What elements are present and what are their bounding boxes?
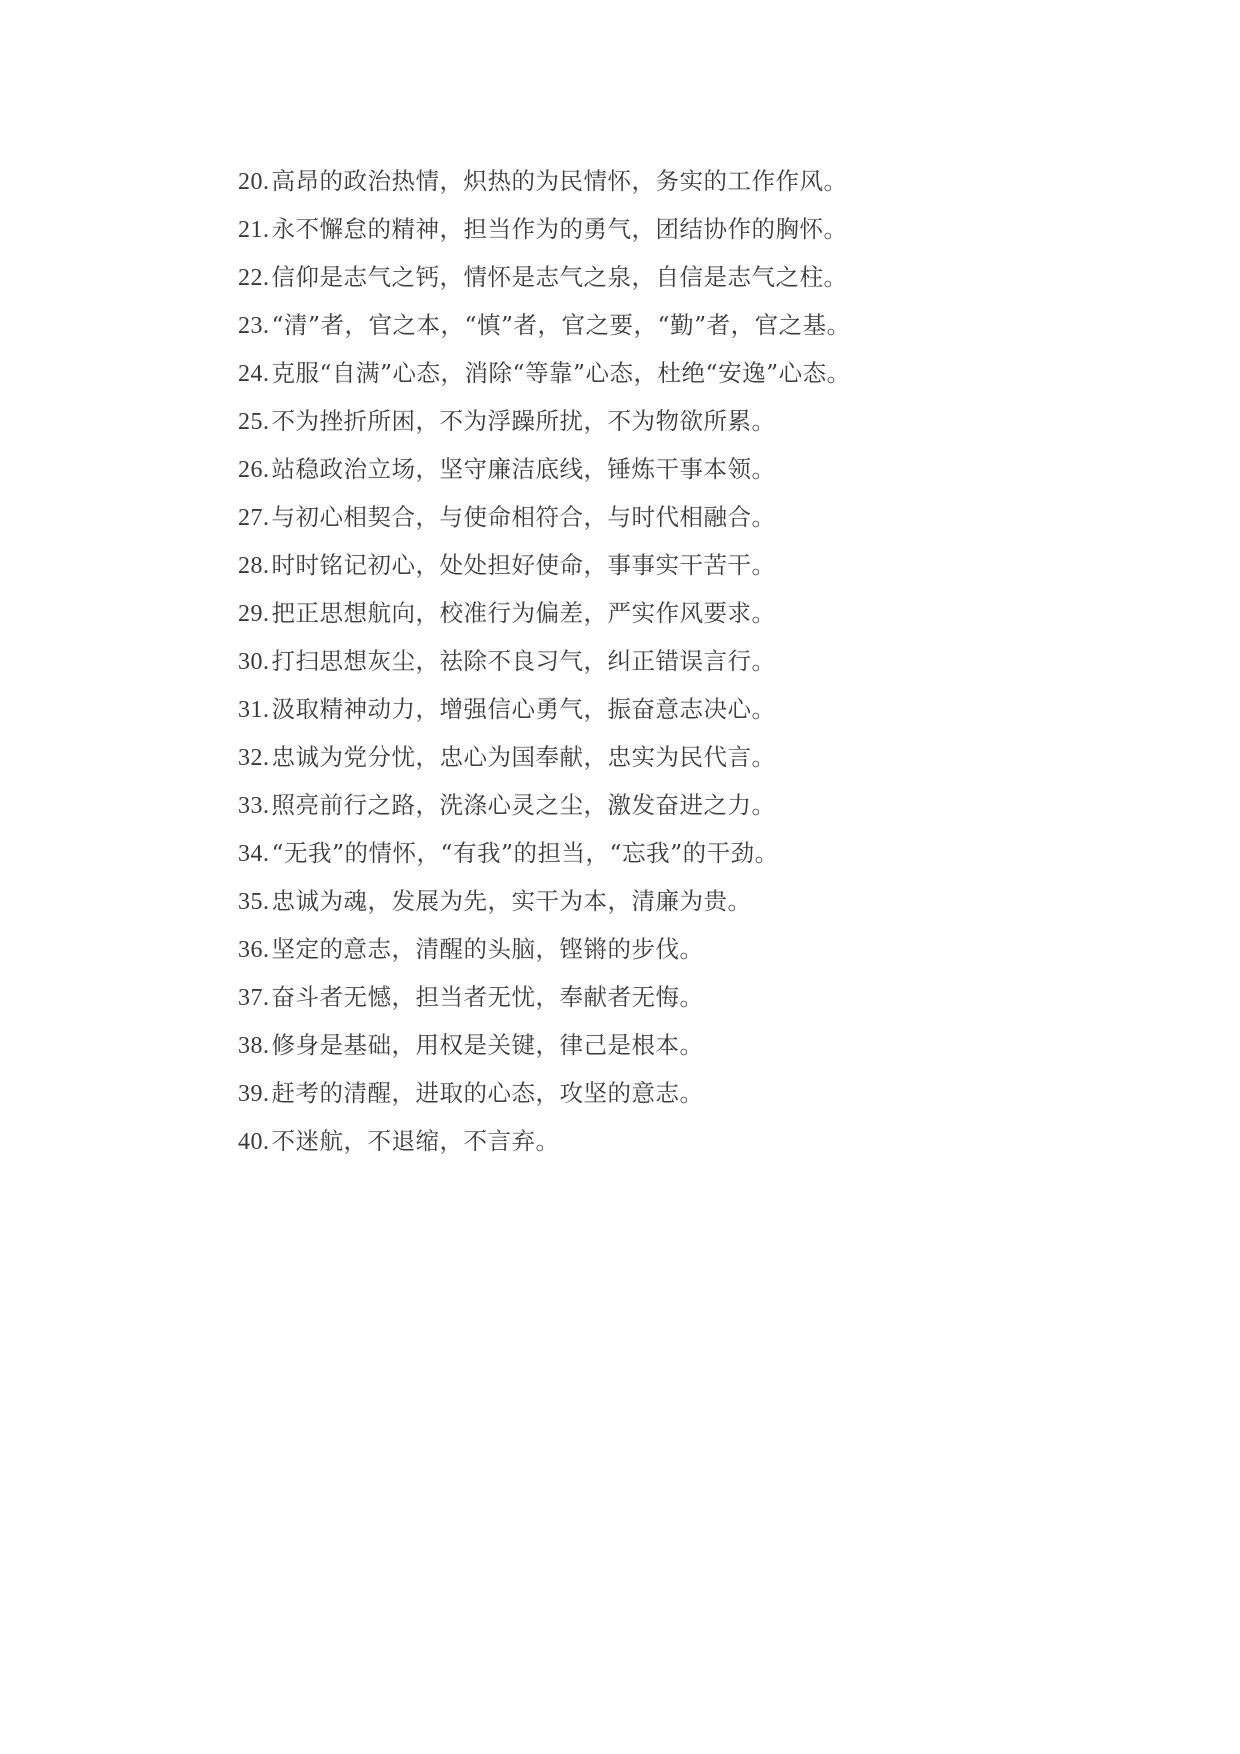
list-item [238, 589, 1038, 637]
item-text: 高昂的政治热情，炽热的为民情怀，务实的工作作风。 [271, 167, 848, 195]
item-number: 33. [238, 793, 270, 819]
list-item [238, 157, 1038, 205]
item-text: 忠诚为党分忧，忠心为国奉献，忠实为民代言。 [271, 743, 776, 771]
item-text: 不迷航，不退缩，不言弃。 [271, 1127, 560, 1155]
item-number: 25. [238, 409, 270, 435]
item-text: “清”者，官之本，“慎”者，官之要，“勤”者，官之基。 [271, 311, 851, 339]
item-text: 信仰是志气之钙，情怀是志气之泉，自信是志气之柱。 [271, 263, 848, 291]
item-text: 赶考的清醒，进取的心态，攻坚的意志。 [271, 1079, 704, 1107]
item-text: 打扫思想灰尘，祛除不良习气，纠正错误言行。 [271, 647, 776, 675]
list-item [238, 925, 1038, 973]
item-number: 26. [238, 457, 270, 483]
item-number: 32. [238, 745, 270, 771]
item-text: 时时铭记初心，处处担好使命，事事实干苦干。 [271, 551, 776, 579]
item-number: 35. [238, 889, 270, 915]
item-number: 28. [238, 553, 270, 579]
item-text: 忠诚为魂，发展为先，实干为本，清廉为贵。 [271, 887, 752, 915]
item-number: 38. [238, 1033, 270, 1059]
item-number: 29. [238, 601, 270, 627]
item-number: 36. [238, 937, 270, 963]
item-text: 把正思想航向，校准行为偏差，严实作风要求。 [271, 599, 776, 627]
list-item [238, 1117, 1038, 1165]
list-item [238, 685, 1038, 733]
item-number: 30. [238, 649, 270, 675]
item-number: 39. [238, 1081, 270, 1107]
item-text: “无我”的情怀，“有我”的担当，“忘我”的干劲。 [271, 839, 779, 867]
item-text: 奋斗者无憾，担当者无忧，奉献者无悔。 [271, 983, 704, 1011]
item-number: 31. [238, 697, 270, 723]
list-item [238, 781, 1038, 829]
item-number: 37. [238, 985, 270, 1011]
list-item [238, 1069, 1038, 1117]
item-number: 24. [238, 361, 270, 387]
list-item [238, 349, 1038, 397]
item-text: 修身是基础，用权是关键，律己是根本。 [271, 1031, 704, 1059]
list-item [238, 637, 1038, 685]
list-item [238, 541, 1038, 589]
item-text: 站稳政治立场，坚守廉洁底线，锤炼干事本领。 [271, 455, 776, 483]
item-text: 与初心相契合，与使命相符合，与时代相融合。 [271, 503, 776, 531]
list-item [238, 877, 1038, 925]
list-item [238, 493, 1038, 541]
item-text: 克服“自满”心态，消除“等靠”心态，杜绝“安逸”心态。 [271, 359, 851, 387]
list-item [238, 1021, 1038, 1069]
list-item [238, 445, 1038, 493]
list-item [238, 733, 1038, 781]
item-number: 40. [238, 1129, 270, 1155]
item-number: 27. [238, 505, 270, 531]
item-number: 21. [238, 217, 270, 243]
item-text: 汲取精神动力，增强信心勇气，振奋意志决心。 [271, 695, 776, 723]
item-text: 坚定的意志，清醒的头脑，铿锵的步伐。 [271, 935, 704, 963]
list-item [238, 829, 1038, 877]
item-text: 永不懈怠的精神，担当作为的勇气，团结协作的胸怀。 [271, 215, 848, 243]
item-number: 34. [238, 841, 270, 867]
list-item [238, 205, 1038, 253]
list-item [238, 397, 1038, 445]
list-item [238, 301, 1038, 349]
item-number: 20. [238, 169, 270, 195]
item-text: 照亮前行之路，洗涤心灵之尘，激发奋进之力。 [271, 791, 776, 819]
item-number: 23. [238, 313, 270, 339]
item-text: 不为挫折所困，不为浮躁所扰，不为物欲所累。 [271, 407, 776, 435]
list-item [238, 253, 1038, 301]
list-item [238, 973, 1038, 1021]
numbered-list [238, 157, 1038, 1165]
item-number: 22. [238, 265, 270, 291]
